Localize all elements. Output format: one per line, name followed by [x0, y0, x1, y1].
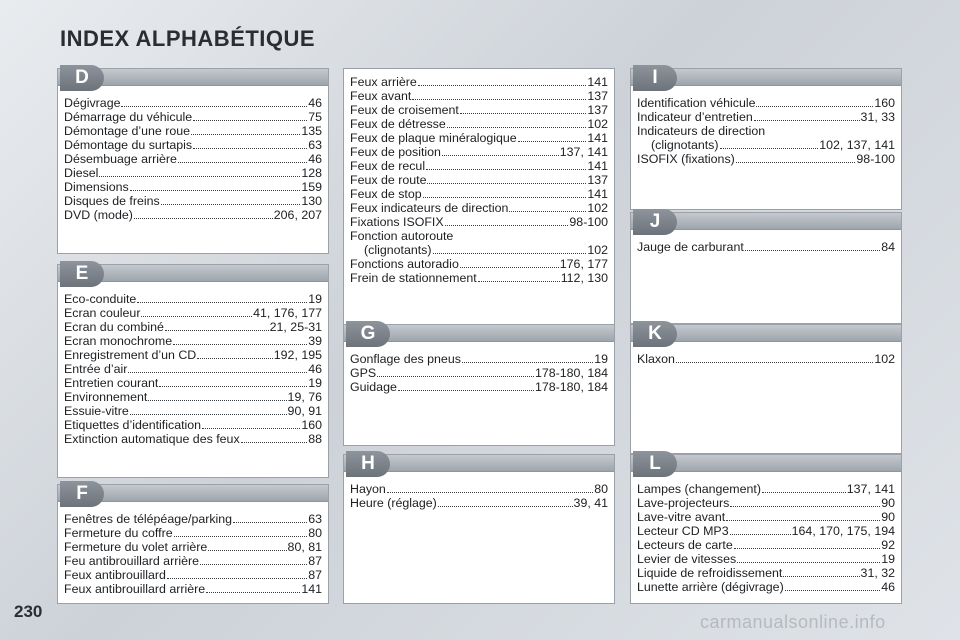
entry-list [344, 472, 614, 514]
entry-pages: 192, 195 [273, 348, 322, 362]
entry-list [58, 282, 328, 450]
dot-leader [191, 124, 300, 135]
entry-pages: 46 [308, 362, 322, 376]
entry-pages: 128 [301, 166, 322, 180]
entry-label: Levier de vitesses [637, 552, 737, 566]
section-header [58, 485, 328, 502]
entry-pages: 102, 137, 141 [819, 138, 895, 152]
entry-label: Dégivrage [64, 96, 121, 110]
index-entry [64, 390, 322, 404]
entry-label: ISOFIX (fixations) [637, 152, 735, 166]
dot-leader [427, 173, 586, 184]
entry-label: Gonflage des pneus [350, 352, 461, 366]
index-entry [350, 173, 608, 187]
entry-pages: 137 [587, 89, 608, 103]
section-f-continued [343, 68, 615, 326]
entry-label: Eco-conduite [64, 292, 137, 306]
entry-pages: 87 [308, 554, 322, 568]
index-entry [64, 96, 322, 110]
dot-leader [785, 580, 880, 591]
entry-pages: 160 [301, 418, 322, 432]
dot-leader [426, 159, 586, 170]
entry-pages: 88 [308, 432, 322, 446]
entry-label: Lave-vitre avant [637, 510, 726, 524]
entry-pages: 90 [881, 496, 895, 510]
entry-list [344, 69, 614, 289]
index-entry [350, 117, 608, 131]
entry-label: Disques de freins [64, 194, 160, 208]
dot-leader [730, 524, 791, 535]
entry-pages: 46 [308, 152, 322, 166]
dot-leader [762, 482, 846, 493]
index-entry [637, 510, 895, 524]
section-letter: L [633, 451, 677, 477]
entry-label: Extinction automatique des feux [64, 432, 240, 446]
section-k [630, 324, 902, 454]
entry-label: Identification véhicule [637, 96, 756, 110]
dot-leader [141, 306, 252, 317]
entry-pages: 46 [308, 96, 322, 110]
index-entry [350, 496, 608, 510]
index-entry [64, 418, 322, 432]
dot-leader [178, 152, 307, 163]
entry-pages: 137 [587, 173, 608, 187]
entry-pages: 19 [881, 552, 895, 566]
entry-label: Etiquettes d’identification [64, 418, 202, 432]
entry-label: Heure (réglage) [350, 496, 437, 510]
index-entry [637, 566, 895, 580]
index-entry [350, 257, 608, 271]
index-entry [350, 482, 608, 496]
entry-pages: 102 [587, 201, 608, 215]
dot-leader [174, 526, 308, 537]
index-entry [350, 75, 608, 89]
entry-pages: 46 [881, 580, 895, 594]
dot-leader [121, 96, 307, 107]
entry-label: Feux antibrouillard [64, 568, 166, 582]
entry-list [631, 472, 901, 598]
index-entry [637, 552, 895, 566]
entry-label: Fixations ISOFIX [350, 215, 444, 229]
section-h [343, 454, 615, 604]
index-entry [350, 271, 608, 285]
entry-pages: 164, 170, 175, 194 [791, 524, 895, 538]
index-column-2 [343, 62, 615, 604]
entry-list [58, 86, 328, 226]
entry-label: Lecteur CD MP3 [637, 524, 729, 538]
dot-leader [518, 131, 587, 142]
index-entry [350, 89, 608, 103]
entry-label: Feux antibrouillard arrière [64, 582, 206, 596]
section-letter: G [346, 321, 390, 347]
entry-list [631, 86, 901, 170]
dot-leader [128, 362, 307, 373]
index-entry [64, 404, 322, 418]
entry-pages: 102 [587, 243, 608, 257]
dot-leader [197, 348, 273, 359]
entry-pages: 141 [587, 187, 608, 201]
index-entry [64, 194, 322, 208]
entry-pages: 63 [308, 138, 322, 152]
index-entry [637, 580, 895, 594]
entry-pages: 141 [587, 159, 608, 173]
entry-label: Diesel [64, 166, 99, 180]
section-letter: D [60, 65, 104, 91]
dot-leader [462, 352, 593, 363]
index-entry [637, 482, 895, 496]
entry-label: DVD (mode) [64, 208, 133, 222]
dot-leader [193, 110, 307, 121]
entry-label: Feux de croisement [350, 103, 459, 117]
dot-leader [433, 243, 587, 254]
dot-leader [783, 566, 859, 577]
entry-pages: 98-100 [569, 215, 608, 229]
entry-pages: 39 [308, 334, 322, 348]
index-entry [637, 96, 895, 110]
entry-pages: 80, 81 [287, 540, 322, 554]
entry-pages: 141 [301, 582, 322, 596]
index-entry [637, 496, 895, 510]
entry-pages: 41, 176, 177 [253, 306, 322, 320]
dot-leader [202, 418, 300, 429]
index-entry [64, 568, 322, 582]
dot-leader [241, 432, 308, 443]
entry-label: Klaxon [637, 352, 675, 366]
index-entry [637, 352, 895, 366]
entry-pages: 206, 207 [273, 208, 322, 222]
entry-pages: 98-100 [856, 152, 895, 166]
dot-leader [412, 89, 586, 100]
section-header [58, 69, 328, 86]
index-entry [64, 166, 322, 180]
entry-pages: 141 [587, 131, 608, 145]
entry-pages: 19 [594, 352, 608, 366]
entry-pages: 90 [881, 510, 895, 524]
dot-leader [447, 117, 587, 128]
index-entry [350, 187, 608, 201]
dot-leader [423, 187, 587, 198]
index-entry [350, 243, 608, 257]
dot-leader [134, 208, 273, 219]
entry-label: Ecran monochrome [64, 334, 173, 348]
entry-label: Feux indicateurs de direction [350, 201, 509, 215]
section-letter: J [633, 209, 677, 235]
entry-label: Guidage [350, 380, 397, 394]
entry-label: Feux arrière [350, 75, 417, 89]
page-title: INDEX ALPHABÉTIQUE [60, 26, 316, 51]
entry-list [58, 502, 328, 600]
index-entry [64, 526, 322, 540]
section-header [344, 325, 614, 342]
entry-label: Lunette arrière (dégivrage) [637, 580, 784, 594]
entry-pages: 19 [308, 376, 322, 390]
entry-pages: 21, 25-31 [269, 320, 322, 334]
index-entry [350, 352, 608, 366]
entry-pages: 39, 41 [573, 496, 608, 510]
dot-leader [130, 180, 301, 191]
entry-pages: 102 [874, 352, 895, 366]
index-entry [350, 215, 608, 229]
section-j [630, 212, 902, 324]
index-entry [350, 201, 608, 215]
entry-pages: 63 [308, 512, 322, 526]
dot-leader [726, 510, 880, 521]
index-entry [350, 103, 608, 117]
dot-leader [377, 366, 534, 377]
dot-leader [130, 404, 287, 415]
section-header [58, 265, 328, 282]
entry-list [344, 342, 614, 398]
entry-label: Feux de détresse [350, 117, 446, 131]
dot-leader [208, 540, 286, 551]
section-d [57, 68, 329, 254]
dot-leader [737, 552, 880, 563]
entry-pages: 137, 141 [846, 482, 895, 496]
entry-pages: 112, 130 [560, 271, 608, 285]
section-header [631, 213, 901, 230]
entry-pages: 87 [308, 568, 322, 582]
entry-label: Jauge de carburant [637, 240, 744, 254]
dot-leader [161, 194, 301, 205]
dot-leader [148, 390, 286, 401]
section-l [630, 454, 902, 604]
entry-label: Frein de stationnement [350, 271, 477, 285]
index-entry [64, 208, 322, 222]
index-entry [64, 362, 322, 376]
entry-label: Feux de stop [350, 187, 422, 201]
index-entry [64, 152, 322, 166]
dot-leader [736, 152, 856, 163]
dot-leader [167, 568, 307, 579]
index-entry [637, 240, 895, 254]
dot-leader [193, 138, 307, 149]
section-i [630, 68, 902, 210]
index-entry [64, 582, 322, 596]
section-e [57, 264, 329, 478]
entry-list [631, 230, 901, 258]
entry-label: Environnement [64, 390, 148, 404]
entry-pages: 137 [587, 103, 608, 117]
entry-label: Liquide de refroidissement [637, 566, 783, 580]
entry-pages: 75 [308, 110, 322, 124]
entry-pages: 19, 76 [287, 390, 322, 404]
index-entry [350, 159, 608, 173]
index-entry [64, 512, 322, 526]
section-g [343, 324, 615, 446]
index-entry [64, 292, 322, 306]
dot-leader [460, 257, 559, 268]
entry-label: Entrée d’air [64, 362, 128, 376]
index-entry [637, 152, 895, 166]
index-entry [64, 554, 322, 568]
entry-pages: 135 [301, 124, 322, 138]
watermark: carmanualsonline.info [700, 612, 886, 632]
index-entry [64, 124, 322, 138]
dot-leader [756, 96, 873, 107]
section-letter: K [633, 321, 677, 347]
entry-label: Feux avant [350, 89, 412, 103]
entry-pages: 92 [881, 538, 895, 552]
entry-pages: 141 [587, 75, 608, 89]
entry-label: Feux de plaque minéralogique [350, 131, 517, 145]
index-entry [64, 334, 322, 348]
index-entry [350, 366, 608, 380]
entry-label: Hayon [350, 482, 386, 496]
section-header [631, 325, 901, 342]
entry-label: Fermeture du coffre [64, 526, 173, 540]
section-letter: E [60, 261, 104, 287]
entry-label: Démontage d’une roue [64, 124, 191, 138]
index-entry [637, 138, 895, 152]
dot-leader [398, 380, 534, 391]
entry-pages: 84 [881, 240, 895, 254]
entry-pages: 178-180, 184 [534, 366, 608, 380]
index-entry [350, 380, 608, 394]
entry-label: Lave-projecteurs [637, 496, 730, 510]
entry-label: (clignotants) [364, 243, 432, 257]
entry-label: (clignotants) [651, 138, 719, 152]
entry-label: Feux de position [350, 145, 441, 159]
dot-leader [233, 512, 307, 523]
index-entry [350, 131, 608, 145]
entry-label: Fonctions autoradio [350, 257, 459, 271]
dot-leader [720, 138, 819, 149]
index-entry [64, 376, 322, 390]
section-header [631, 69, 901, 86]
entry-label: Indicateurs de direction [637, 124, 766, 138]
dot-leader [478, 271, 560, 282]
entry-label: Démarrage du véhicule [64, 110, 193, 124]
entry-label: Désembuage arrière [64, 152, 177, 166]
section-letter: I [633, 65, 677, 91]
index-column-3 [630, 62, 902, 604]
index-entry [64, 432, 322, 446]
entry-pages: 80 [308, 526, 322, 540]
dot-leader [730, 496, 880, 507]
entry-label: Ecran couleur [64, 306, 141, 320]
index-entry [64, 110, 322, 124]
dot-leader [676, 352, 873, 363]
section-letter: H [346, 451, 390, 477]
entry-list [631, 342, 901, 370]
index-entry [64, 180, 322, 194]
section-header [631, 455, 901, 472]
dot-leader [206, 582, 300, 593]
dot-leader [745, 240, 880, 251]
entry-pages: 31, 33 [860, 110, 895, 124]
entry-label: Enregistrement d’un CD [64, 348, 197, 362]
dot-leader [734, 538, 880, 549]
dot-leader [159, 376, 307, 387]
index-entry [64, 320, 322, 334]
entry-label: Essuie-vitre [64, 404, 129, 418]
entry-label: Fonction autoroute [350, 229, 454, 243]
entry-label: Feux de recul [350, 159, 426, 173]
dot-leader [200, 554, 307, 565]
entry-label: Entretien courant [64, 376, 159, 390]
section-header [344, 455, 614, 472]
index-column-1 [57, 62, 329, 604]
index-entry [64, 540, 322, 554]
page-number: 230 [14, 602, 43, 621]
entry-label: Feux de route [350, 173, 427, 187]
entry-label: Fenêtres de télépéage/parking [64, 512, 233, 526]
entry-pages: 102 [587, 117, 608, 131]
entry-pages: 80 [594, 482, 608, 496]
index-entry [64, 306, 322, 320]
entry-label: Feu antibrouillard arrière [64, 554, 199, 568]
dot-leader [460, 103, 587, 114]
dot-leader [445, 215, 569, 226]
index-entry [637, 110, 895, 124]
entry-label: Lampes (changement) [637, 482, 761, 496]
entry-pages: 31, 32 [860, 566, 895, 580]
entry-pages: 137, 141 [559, 145, 608, 159]
entry-label: Lecteurs de carte [637, 538, 733, 552]
index-entry [637, 538, 895, 552]
dot-leader [99, 166, 300, 177]
entry-label: Ecran du combiné [64, 320, 164, 334]
section-letter: F [60, 481, 104, 507]
entry-pages: 19 [308, 292, 322, 306]
dot-leader [754, 110, 860, 121]
dot-leader [438, 496, 573, 507]
dot-leader [387, 482, 593, 493]
dot-leader [418, 75, 587, 86]
index-entry [637, 124, 895, 138]
index-entry [350, 145, 608, 159]
entry-pages: 90, 91 [287, 404, 322, 418]
section-f [57, 484, 329, 604]
entry-label: Indicateur d’entretien [637, 110, 753, 124]
entry-pages: 159 [301, 180, 322, 194]
index-entry [64, 348, 322, 362]
index-entry [64, 138, 322, 152]
dot-leader [165, 320, 269, 331]
dot-leader [509, 201, 586, 212]
entry-pages: 176, 177 [559, 257, 608, 271]
dot-leader [137, 292, 307, 303]
index-entry [350, 229, 608, 243]
entry-label: GPS [350, 366, 377, 380]
entry-label: Démontage du surtapis [64, 138, 193, 152]
entry-pages: 130 [301, 194, 322, 208]
entry-label: Dimensions [64, 180, 129, 194]
entry-label: Fermeture du volet arrière [64, 540, 208, 554]
entry-pages: 178-180, 184 [534, 380, 608, 394]
entry-pages: 160 [874, 96, 895, 110]
dot-leader [173, 334, 307, 345]
dot-leader [442, 145, 559, 156]
index-entry [637, 524, 895, 538]
